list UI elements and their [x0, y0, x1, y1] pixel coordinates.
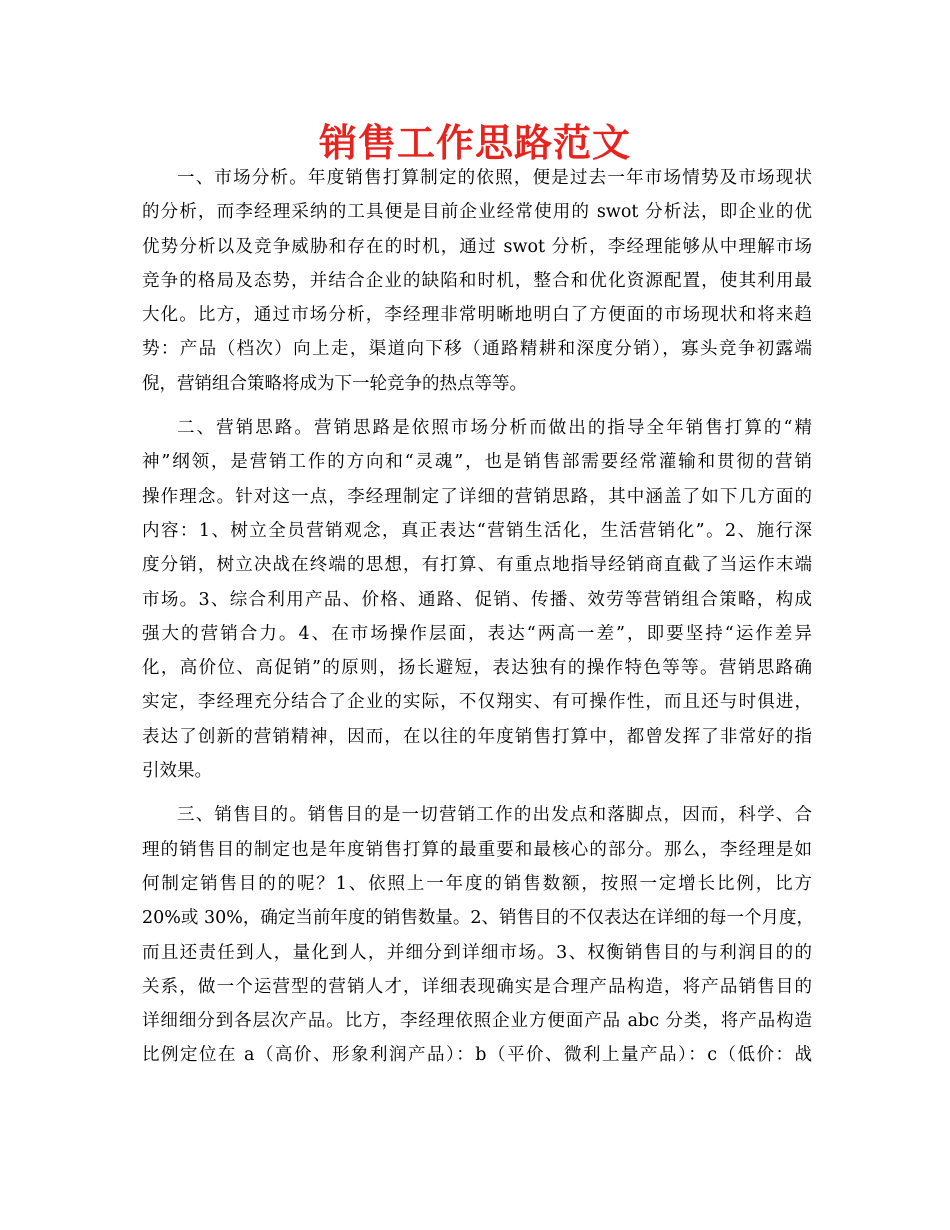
- paragraph-spacer: [142, 401, 812, 411]
- document-title: 销售工作思路范文: [318, 121, 631, 165]
- paragraph-line: 竞争的格局及态势，并结合企业的缺陷和时机，整合和优化资源配置，使其利用最: [142, 270, 812, 291]
- paragraph-line: 比例定位在 a（高价、形象利润产品）：b（平价、微利上量产品）：c（低价：战: [142, 1045, 812, 1066]
- paragraph-marketing-ideas: [142, 411, 812, 788]
- paragraph-market-analysis: [142, 161, 812, 401]
- document-body: [142, 161, 812, 1073]
- paragraph-line: 关系，做一个运营型的营销人才，详细表现确实是合理产品构造，将产品销售目的: [142, 976, 812, 997]
- paragraph-line: 二、营销思路。营销思路是依照市场分析而做出的指导全年销售打算的“精: [177, 418, 812, 439]
- paragraph-line: 优势分析以及竞争威胁和存在的时机，通过 swot 分析，李经理能够从中理解市场: [142, 236, 812, 257]
- paragraph-line: 表达了创新的营销精神，因而，在以往的年度销售打算中，都曾发挥了非常好的指: [142, 726, 812, 747]
- paragraph-spacer: [142, 788, 812, 798]
- paragraph-line: 神”纲领，是营销工作的方向和“灵魂”，也是销售部需要经常灌输和贯彻的营销: [142, 452, 812, 473]
- paragraph-line: 20%或 30%，确定当前年度的销售数量。2、销售目的不仅表达在详细的每一个月度，: [142, 908, 814, 929]
- paragraph-line: 实定，李经理充分结合了企业的实际，不仅翔实、有可操作性，而且还与时俱进，: [142, 692, 812, 713]
- paragraph-line: 详细细分到各层次产品。比方，李经理依照企业方便面产品 abc 分类，将产品构造: [142, 1011, 812, 1032]
- paragraph-line: 倪，营销组合策略将成为下一轮竞争的热点等等。: [142, 373, 527, 394]
- paragraph-line: 强大的营销合力。4、在市场操作层面，表达“两高一差”，即要坚持“运作差异: [142, 623, 812, 644]
- paragraph-line: 何制定销售目的的呢？1、依照上一年度的销售数额，按照一定增长比例，比方: [142, 873, 812, 894]
- paragraph-line: 势：产品（档次）向上走，渠道向下移（通路精耕和深度分销），寡头竞争初露端: [142, 339, 812, 360]
- paragraph-line: 理的销售目的制定也是年度销售打算的最重要和最核心的部分。那么，李经理是如: [142, 839, 812, 860]
- paragraph-line: 的分析，而李经理采纳的工具便是目前企业经常使用的 swot 分析法，即企业的优: [142, 202, 812, 223]
- paragraph-line: 度分销，树立决战在终端的思想，有打算、有重点地指导经销商直截了当运作末端: [142, 555, 812, 576]
- paragraph-line: 一、市场分析。年度销售打算制定的依照，便是过去一年市场情势及市场现状: [177, 168, 812, 188]
- paragraph-line: 三、销售目的。销售目的是一切营销工作的出发点和落脚点，因而，科学、合: [177, 805, 812, 826]
- paragraph-line: 操作理念。针对这一点，李经理制定了详细的营销思路，其中涵盖了如下几方面的: [142, 486, 812, 507]
- paragraph-line: 化，高价位、高促销”的原则，扬长避短，表达独有的操作特色等等。营销思路确: [142, 658, 812, 679]
- paragraph-line: 而且还责任到人，量化到人，并细分到详细市场。3、权衡销售目的与利润目的的: [142, 942, 812, 963]
- paragraph-sales-targets: [142, 798, 812, 1072]
- paragraph-line: 市场。3、综合利用产品、价格、通路、促销、传播、效劳等营销组合策略，构成: [142, 589, 812, 610]
- paragraph-line: 引效果。: [142, 761, 212, 782]
- paragraph-line: 大化。比方，通过市场分析，李经理非常明晰地明白了方便面的市场现状和将来趋: [142, 305, 812, 326]
- paragraph-line: 内容：1、树立全员营销观念，真正表达“营销生活化，生活营销化”。2、施行深: [142, 520, 812, 541]
